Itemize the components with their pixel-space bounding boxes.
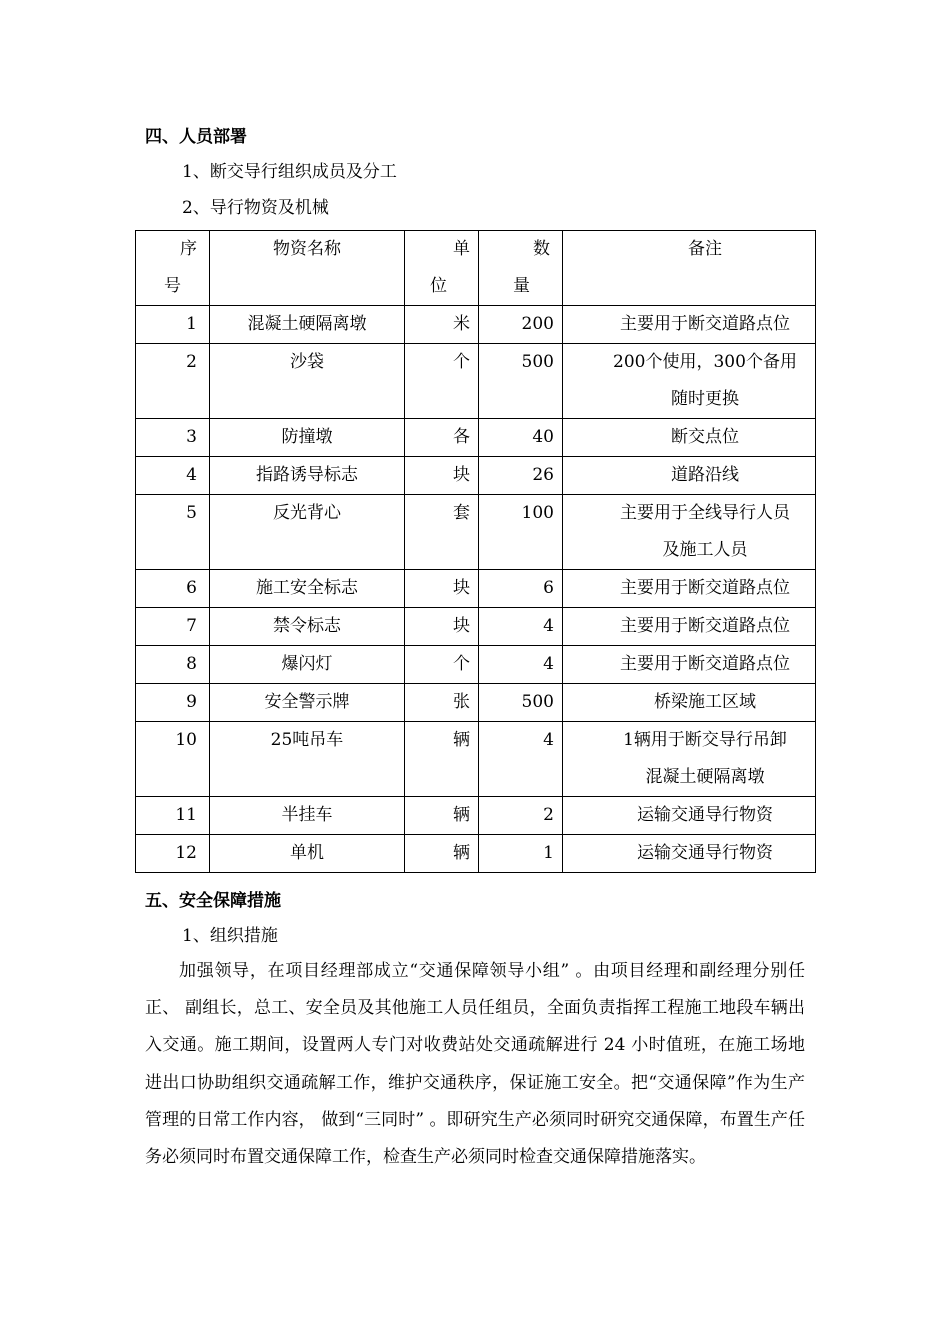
- row-note-line: 随时更换: [671, 389, 739, 409]
- row-note-line: 混凝土硬隔离墩: [645, 767, 765, 787]
- row-unit: 张: [405, 684, 479, 722]
- header-note: 备注: [563, 231, 816, 306]
- section4-item2: 2、导行物资及机械: [182, 198, 329, 218]
- row-note: [563, 570, 816, 608]
- row-note: [563, 344, 816, 419]
- row-unit: 块: [405, 570, 479, 608]
- row-note-line: 主要用于断交道路点位: [620, 616, 790, 636]
- row-number: 4: [136, 457, 210, 495]
- row-note-line: 桥梁施工区域: [654, 692, 756, 712]
- row-note: [563, 722, 816, 797]
- header-name: 物资名称: [210, 231, 405, 306]
- row-number: 7: [136, 608, 210, 646]
- row-material-name: 25吨吊车: [210, 722, 405, 797]
- row-number: 9: [136, 684, 210, 722]
- row-quantity: 4: [479, 722, 563, 797]
- row-quantity: 1: [479, 835, 563, 873]
- row-number: 11: [136, 797, 210, 835]
- row-note-line: 及施工人员: [662, 540, 748, 560]
- row-quantity: 4: [479, 608, 563, 646]
- row-note-line: 运输交通导行物资: [637, 805, 773, 825]
- row-quantity: 26: [479, 457, 563, 495]
- row-note-line: 断交点位: [671, 427, 739, 447]
- row-material-name: 禁令标志: [210, 608, 405, 646]
- header-num: [136, 231, 210, 306]
- row-number: 3: [136, 419, 210, 457]
- row-quantity: 500: [479, 684, 563, 722]
- row-unit: 各: [405, 419, 479, 457]
- row-number: 2: [136, 344, 210, 419]
- section4-title: 四、人员部署: [145, 127, 247, 147]
- row-quantity: 2: [479, 797, 563, 835]
- row-quantity: 6: [479, 570, 563, 608]
- row-material-name: 指路诱导标志: [210, 457, 405, 495]
- row-unit: 米: [405, 306, 479, 344]
- materials-table: [135, 230, 816, 873]
- row-material-name: 反光背心: [210, 495, 405, 570]
- table-row: [136, 797, 816, 835]
- table-row: [136, 419, 816, 457]
- row-unit: 辆: [405, 835, 479, 873]
- row-note: [563, 608, 816, 646]
- row-note-line: 主要用于断交道路点位: [620, 314, 790, 334]
- row-note-line: 道路沿线: [671, 465, 739, 485]
- header-qty-line2: 量: [513, 276, 530, 296]
- row-material-name: 安全警示牌: [210, 684, 405, 722]
- row-quantity: 200: [479, 306, 563, 344]
- row-note-line: 主要用于断交道路点位: [620, 654, 790, 674]
- row-note: [563, 306, 816, 344]
- header-num-line2: 号: [164, 276, 181, 296]
- table-row: [136, 306, 816, 344]
- row-material-name: 沙袋: [210, 344, 405, 419]
- row-material-name: 防撞墩: [210, 419, 405, 457]
- row-unit: 套: [405, 495, 479, 570]
- row-material-name: 爆闪灯: [210, 646, 405, 684]
- row-note-line: 主要用于全线导行人员: [620, 503, 790, 523]
- row-note: [563, 646, 816, 684]
- row-material-name: 单机: [210, 835, 405, 873]
- row-number: 10: [136, 722, 210, 797]
- row-quantity: 100: [479, 495, 563, 570]
- section5-title: 五、安全保障措施: [145, 891, 281, 911]
- row-quantity: 40: [479, 419, 563, 457]
- table-row: [136, 835, 816, 873]
- section5-paragraph: 加强领导，在项目经理部成立“交通保障领导小组” 。由项目经理和副经理分别任正、 副组长，总工、安全员及其他施工人员任组员，全面负责指挥工程施工地段车辆出入交通。施工期间，设置两人专门对收费站处交通疏解进行 24 小时值班，在施工场地进出口协助组织交通疏解工作，维护交通秩序，保证施工安全。把“交通保障”作为生产管理的日常工作内容， 做到“三同时” 。即研究生产必须同时研究交通保障，布置生产任务必须同时布置交通保障工作，检查生产必须同时检查交通保障措施落实。: [145, 961, 805, 1168]
- row-quantity: 4: [479, 646, 563, 684]
- row-note: [563, 495, 816, 570]
- table-row: [136, 570, 816, 608]
- header-qty: [479, 231, 563, 306]
- row-quantity: 500: [479, 344, 563, 419]
- section5-item1: 1、组织措施: [182, 926, 278, 946]
- row-note: [563, 684, 816, 722]
- row-note: [563, 797, 816, 835]
- row-material-name: 施工安全标志: [210, 570, 405, 608]
- row-note: [563, 419, 816, 457]
- row-unit: 辆: [405, 722, 479, 797]
- row-number: 12: [136, 835, 210, 873]
- table-header-row: [136, 231, 816, 306]
- table-row: [136, 495, 816, 570]
- header-qty-line1: 数: [533, 239, 550, 259]
- table-row: [136, 344, 816, 419]
- row-number: 8: [136, 646, 210, 684]
- row-note: [563, 835, 816, 873]
- header-unit: [405, 231, 479, 306]
- row-note-line: 1辆用于断交导行吊卸: [623, 730, 787, 750]
- table-row: [136, 608, 816, 646]
- table-row: [136, 684, 816, 722]
- row-unit: 块: [405, 608, 479, 646]
- table-row: [136, 646, 816, 684]
- row-note-line: 主要用于断交道路点位: [620, 578, 790, 598]
- row-note: [563, 457, 816, 495]
- header-num-line1: 序: [180, 239, 197, 259]
- header-unit-line1: 单: [453, 239, 470, 259]
- row-material-name: 半挂车: [210, 797, 405, 835]
- table-row: [136, 457, 816, 495]
- section4-item1: 1、断交导行组织成员及分工: [182, 162, 397, 182]
- row-note-line: 200个使用，300个备用: [613, 352, 797, 372]
- row-material-name: 混凝土硬隔离墩: [210, 306, 405, 344]
- row-unit: 个: [405, 344, 479, 419]
- row-unit: 辆: [405, 797, 479, 835]
- row-number: 5: [136, 495, 210, 570]
- row-unit: 块: [405, 457, 479, 495]
- header-unit-line2: 位: [430, 276, 447, 296]
- row-note-line: 运输交通导行物资: [637, 843, 773, 863]
- table-row: [136, 722, 816, 797]
- row-number: 6: [136, 570, 210, 608]
- row-number: 1: [136, 306, 210, 344]
- row-unit: 个: [405, 646, 479, 684]
